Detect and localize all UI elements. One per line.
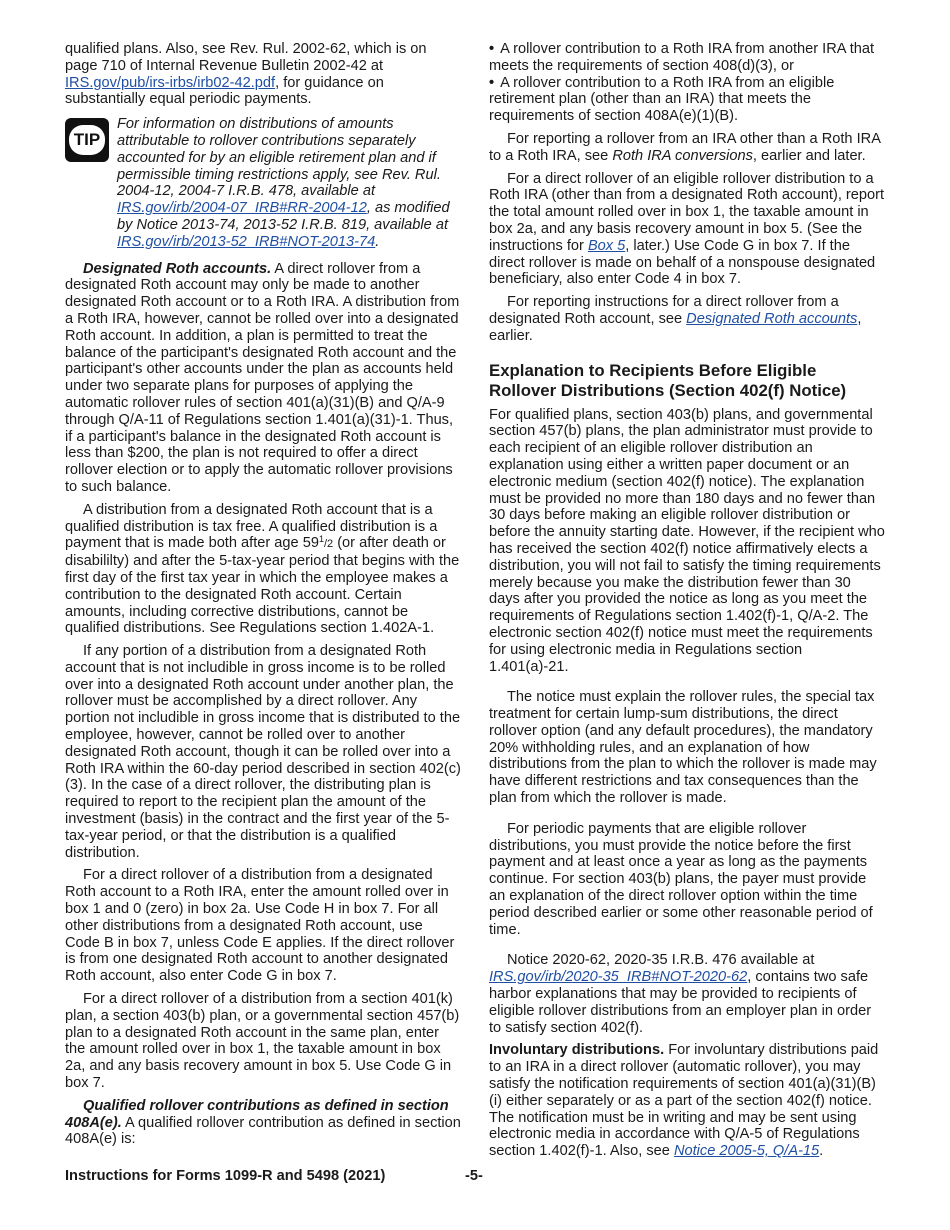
footer-title: Instructions for Forms 1099-R and 5498 (2021) <box>65 1168 386 1184</box>
paragraph-roth-conversions: For reporting a rollover from an IRA other than a Roth IRA to a Roth IRA, see Roth IRA conversions, earlier and later. <box>489 130 881 164</box>
bullet-list <box>489 41 885 125</box>
tip-box: TIP For information on distributions of amounts attributable to rollover contributions separately accounted for by an eligible retirement plan and if permissible timing restrictions apply, see Rev. Rul. 2004-12, 2004-7 I.R.B. 478, available at IRS.gov/irb/2004-07_IRB#RR-2004-12, as modified by Notice 2013-74, 2013-52 I.R.B. 819, available at IRS.gov/irb/2013-52_IRB#NOT-2013-74. <box>65 116 461 250</box>
list-item: • A rollover contribution to a Roth IRA from another IRA that meets the requirements of section 408(d)(3), or <box>489 41 885 75</box>
paragraph-notice-2020-62: Notice 2020-62, 2020-35 I.R.B. 476 available at IRS.gov/irb/2020-35_IRB#NOT-2020-62, contains two safe harbor explanations that may be provided to recipients of eligible rollover distributions from an employer plan in order to satisfy section 402(f). <box>489 952 872 1036</box>
not-2020-62-link[interactable]: IRS.gov/irb/2020-35_IRB#NOT-2020-62 <box>489 969 748 986</box>
paragraph-qualified-rollover: Qualified rollover contributions as defined in section 408A(e). A qualified rollover contribution as defined in section 408A(e) is: <box>65 1097 461 1148</box>
paragraph-reporting-instructions: For reporting instructions for a direct rollover from a designated Roth account, see Designated Roth accounts, earlier. <box>489 294 862 344</box>
paragraph-qualified-distribution: A distribution from a designated Roth account that is a qualified distribution is tax free. A qualified distribution is a payment that is made both after age $59^1/2$ (or after death or disabililty) and after the 5-tax-year period that begins with the first day of the first tax year in which the employee makes a contribution to the designated Roth account. Certain amounts, including corrective distributions, cannot be qualified distributions. See Regulations section 1.402A-1. <box>65 501 460 637</box>
paragraph-direct-rollover-roth-ira: For a direct rollover of a distribution from a designated Roth account to a Roth IRA, enter the amount rolled over in box 1 and 0 (zero) in box 2a. Use Code H in box 7. For all other distributions from a designated Roth account, use Code B in box 7, unless Code E applies. If the direct rollover is from one designated Roth account to another designated Roth account, also enter Code G in box 7. <box>65 867 455 985</box>
paragraph-notice-rules: The notice must explain the rollover rules, the special tax treatment for certain lump-sum distributions, the direct rollover option (and any default procedures), the mandatory 20% withholding rules, and an explanation of how distributions from the plan to which the rollover is made may have different restrictions and tax consequences than the plan from which the rollover is made. <box>489 689 877 807</box>
paragraph-intro: qualified plans. Also, see Rev. Rul. 2002-62, which is on page 710 of Internal Revenue Bulletin 2002-42 at IRS.gov/pub/irs-irbs/irb02-42.pdf, for guidance on substantially equal periodic payments. <box>65 41 427 108</box>
box-5-link[interactable]: Box 5 <box>587 237 626 254</box>
list-item: • A rollover contribution to a Roth IRA from an eligible retirement plan (other than an IRA) that meets the requirements of section 408A(e)(1)(B). <box>489 75 885 125</box>
paragraph-designated-roth: Designated Roth accounts. A direct rollover from a designated Roth account may only be made to another designated Roth account or to a Roth IRA. A distribution from a Roth IRA, however, cannot be rolled over into a designated Roth account. In addition, a plan is permitted to treat the balance of the participant's designated Roth account and the participant's other accounts under the plan as accounts held under two separate plans for purposes of applying the automatic rollover rules of section 401(a)(31)(B) and Q/A-9 through Q/A-11 of Regulations section 1.401(a)(31)-1. Thus, if a participant's balance in the designated Roth account is less than $200, the plan is not required to offer a direct rollover election or to apply the automatic rollover provisions to such balance. <box>65 260 460 495</box>
irb02-42-link[interactable]: IRS.gov/pub/irs-irbs/irb02-42.pdf <box>65 74 276 91</box>
run-in-heading-qualified-rollover: Qualified rollover contributions as defined in section 408A(e). <box>65 1097 449 1131</box>
not-2013-74-link[interactable]: IRS.gov/irb/2013-52_IRB#NOT-2013-74 <box>117 233 376 250</box>
rr-2004-12-link[interactable]: IRS.gov/irb/2004-07_IRB#RR-2004-12 <box>117 200 367 217</box>
page-number: -5- <box>465 1168 483 1184</box>
paragraph-involuntary: Involuntary distributions. For involuntary distributions paid to an IRA in a direct rollover (automatic rollover), you may satisfy the notification requirements of section 401(a)(31)(B)(i) either separately or as a part of the section 402(f) notice. The notification must be in writing and may be sent using electronic media in accordance with Q/A-5 of Regulations section 1.402(f)-1. Also, see Notice 2005-5, Q/A-15. <box>489 1042 879 1160</box>
designated-roth-accounts-link[interactable]: Designated Roth accounts <box>686 310 858 327</box>
left-column <box>65 41 461 1154</box>
paragraph-portion-not-includible: If any portion of a distribution from a designated Roth account that is not includible in gross income is to be rolled over into a designated Roth account under another plan, the rollover must be accomplished by a direct rollover. Any portion not includible in gross income that is distributed to the employee, however, cannot be rolled over to another designated Roth account, though it can be rolled over into a Roth IRA within the 60-day period described in section 402(c)(3). In the case of a direct rollover, the distributing plan is required to report to the recipient plan the amount of the investment (basis) in the contract and the first year of the 5-tax-year period, or that the distribution is a qualified distribution. <box>65 643 461 861</box>
run-in-heading-designated-roth: Designated Roth accounts. <box>83 260 272 277</box>
paragraph-in-plan-rollover: For a direct rollover of a distribution from a section 401(k) plan, a section 403(b) plan, or a governmental section 457(b) plan to a designated Roth account in the same plan, enter the amount rolled over in box 1, the taxable amount in box 2a, and any basis recovery amount in box 5. Use Code G in box 7. <box>65 991 460 1092</box>
paragraph-direct-rollover-erd: For a direct rollover of an eligible rollover distribution to a Roth IRA (other than from a designated Roth account), report the total amount rolled over in box 1, the taxable amount in box 2a, and any basis recovery amount in box 5. (See the instructions for Box 5, later.) Use Code G in box 7. If the direct rollover is made on behalf of a nonspouse designated beneficiary, also enter Code 4 in box 7. <box>489 170 885 288</box>
run-in-heading-involuntary: Involuntary distributions. <box>489 1042 665 1059</box>
tip-icon: TIP <box>65 118 109 162</box>
paragraph-402f-explanation: For qualified plans, section 403(b) plans, and governmental section 457(b) plans, the plan administrator must provide to each recipient of an eligible rollover distribution an explanation using either a written paper document or an electronic medium (section 402(f) notice). The explanation must be provided no more than 180 days and no fewer than 30 days before making an eligible rollover distribution or before the annuity starting date. However, if the recipient who has received the section 402(f) notice affirmatively elects a distribution, you will not fail to satisfy the timing requirements merely because you make the distribution fewer than 30 days after you provided the notice as long as you meet the requirements of Regulations section 1.402(f)-1, Q/A-2. The electronic section 402(f) notice must meet the requirements for using electronic media in Regulations section 1.401(a)-21. <box>489 406 885 675</box>
notice-2005-5-link[interactable]: Notice 2005-5, Q/A-15 <box>673 1143 820 1160</box>
paragraph-periodic-payments: For periodic payments that are eligible rollover distributions, you must provide the notice before the first payment and at least once a year as long as the payments continue. For section 403(b) plans, the payer must provide an explanation of the direct rollover option within the time period described earlier or some other reasonable period of time. <box>489 820 873 938</box>
right-column <box>489 41 885 1166</box>
section-heading-402f: Explanation to Recipients Before Eligible Rollover Distributions (Section 402(f) Notice) <box>489 360 847 400</box>
